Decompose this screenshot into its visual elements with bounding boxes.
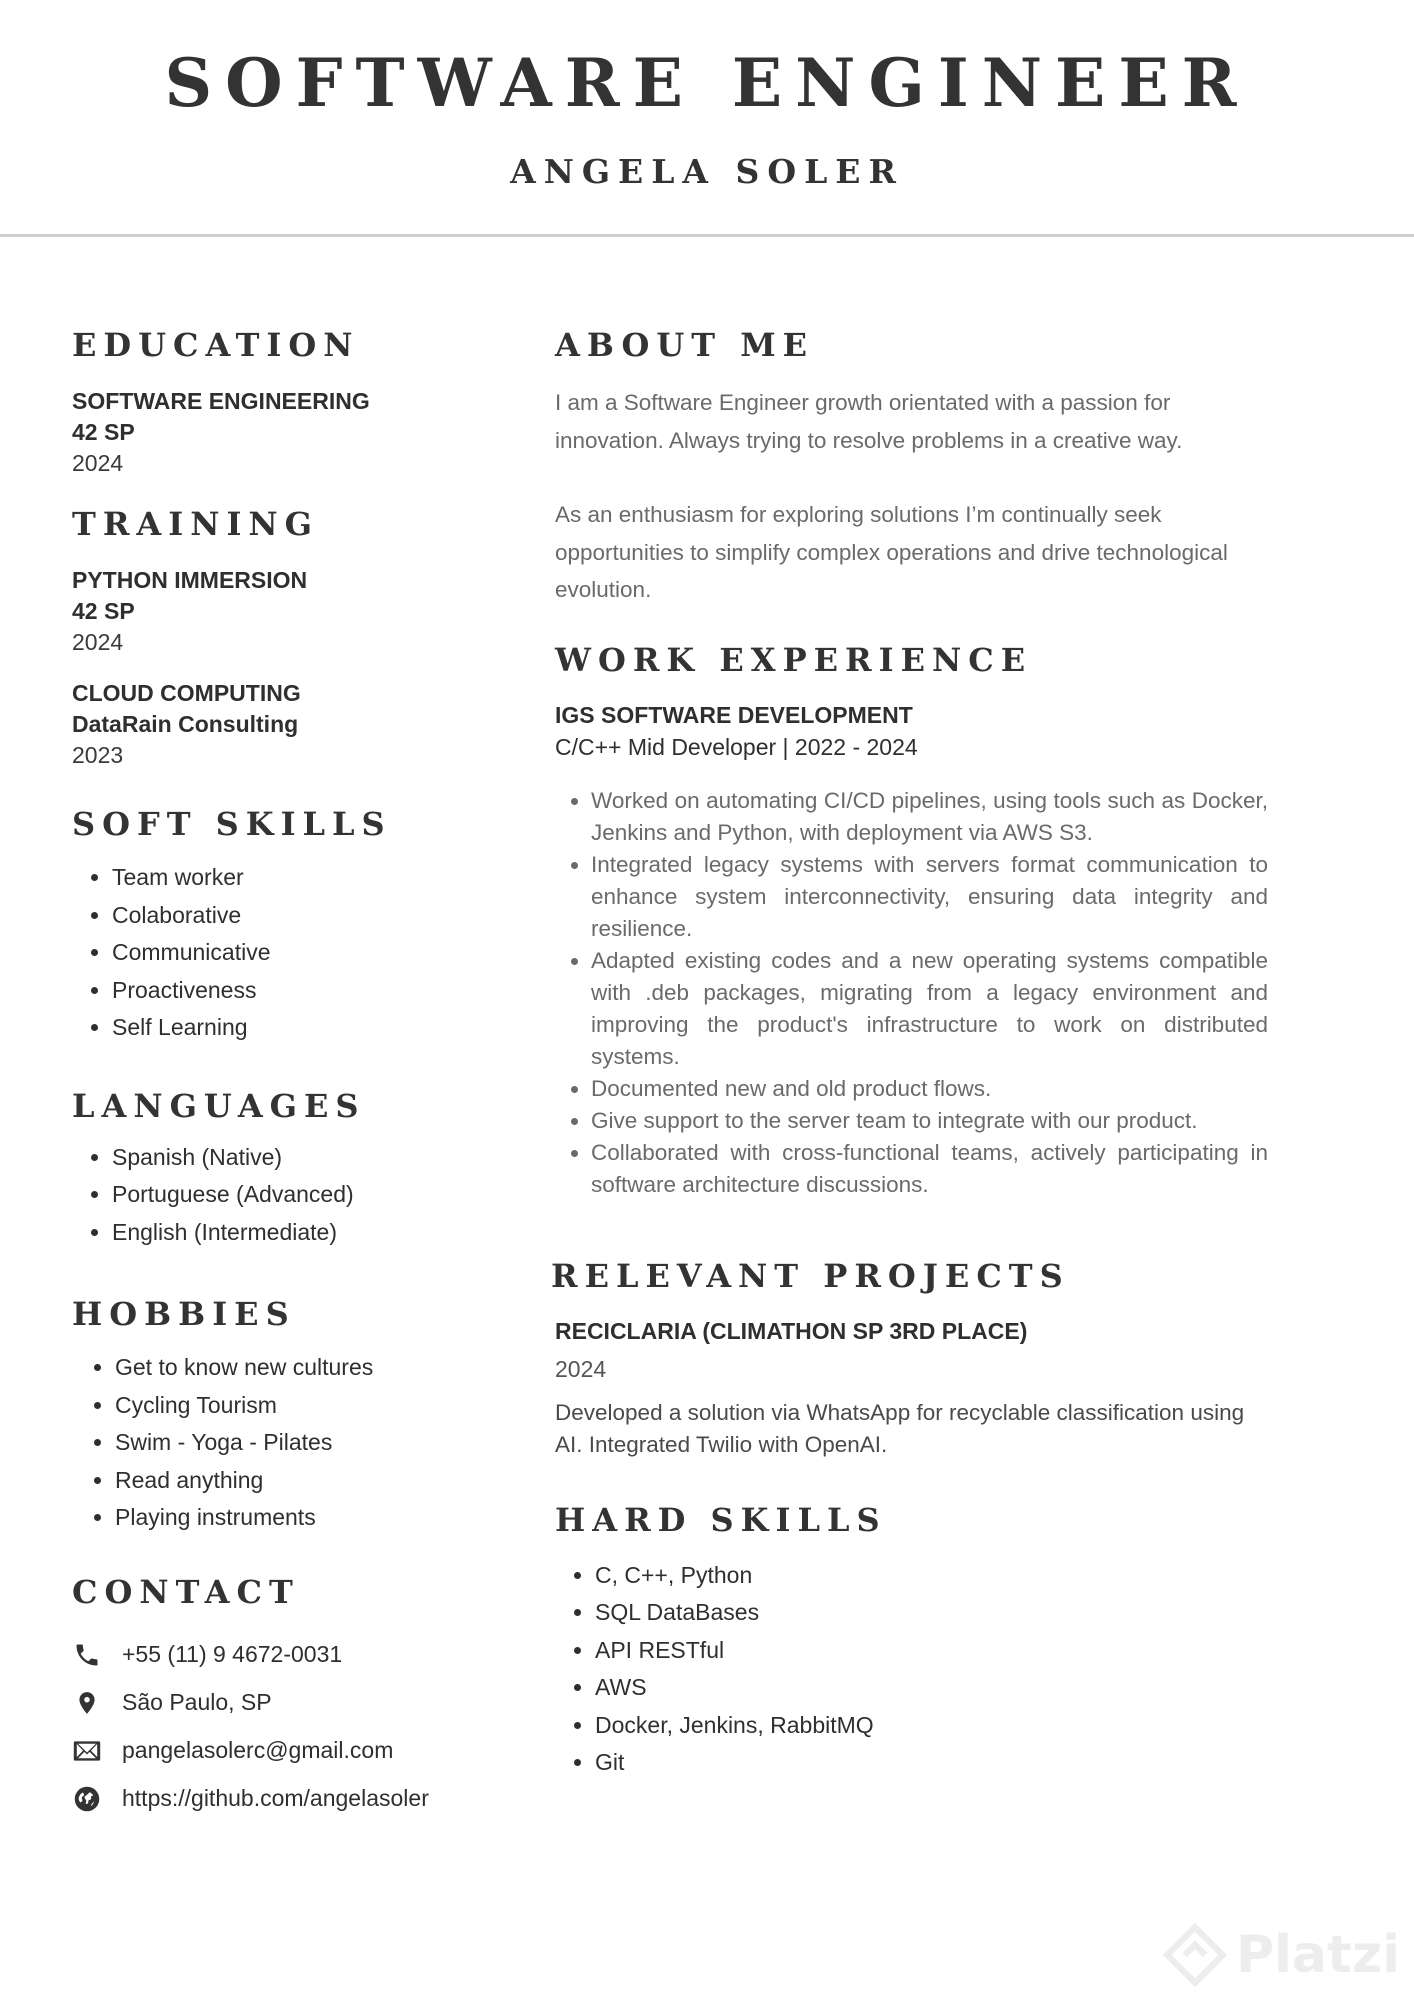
contact-location: São Paulo, SP [122,1689,272,1715]
list-item: • Docker, Jenkins, RabbitMQ [595,1707,1268,1745]
list-item: • Self Learning [112,1009,512,1047]
soft-skills-heading: SOFT SKILLS [72,805,392,843]
mail-icon [72,1736,102,1766]
contact-email[interactable]: pangelasolerc@gmail.com [122,1737,394,1763]
contact-phone: +55 (11) 9 4672-0031 [122,1641,343,1667]
entry-year: 2024 [72,629,124,655]
list-item: • Collaborated with cross-functional teams, actively participating in software architecture discussions. [591,1137,1268,1201]
project-title: RECICLARIA (CLIMATHON SP 3RD PLACE) [555,1317,1028,1344]
entry-year: 2023 [72,742,124,768]
list-item: • Git [595,1744,1268,1782]
contact-github-link[interactable]: https://github.com/angelasoler [122,1785,429,1811]
list-item: • Worked on automating CI/CD pipelines, using tools such as Docker, Jenkins and Python, with deployment via AWS S3. [591,785,1268,849]
soft-skills-section [72,801,512,1047]
contact-heading: CONTACT [72,1572,300,1611]
entry-school: 42 SP [72,598,135,624]
hobbies-list [72,1349,512,1537]
list-item: • C, C++, Python [595,1557,1268,1595]
contact-github-row [72,1775,512,1823]
hard-skills-heading: HARD SKILLS [555,1500,887,1539]
contact-phone-row [72,1631,512,1679]
work-experience-heading: WORK EXPERIENCE [555,640,1033,679]
education-heading: EDUCATION [72,326,360,364]
work-bullets [555,785,1268,1201]
header-divider [0,234,1414,237]
languages-section [72,1083,512,1252]
contact-location-row [72,1679,512,1727]
list-item: • English (Intermediate) [112,1214,512,1252]
resume-header [0,0,1414,236]
hard-skills-list [555,1557,1268,1782]
list-item: • Team worker [112,859,512,897]
contact-section [72,1569,512,1823]
list-item: • Spanish (Native) [112,1139,512,1177]
entry-title: SOFTWARE ENGINEERING [72,388,370,414]
github-globe-icon [72,1784,102,1814]
list-item: • Proactiveness [112,972,512,1010]
list-item: • Adapted existing codes and a new operating systems compatible with .deb packages, migrating from a legacy environment and improving the product's infrastructure to work on distributed systems. [591,945,1268,1073]
contact-email-row [72,1727,512,1775]
list-item: • Portuguese (Advanced) [112,1176,512,1214]
list-item: • Cycling Tourism [115,1387,512,1425]
company-name: IGS SOFTWARE DEVELOPMENT [555,701,913,728]
entry-school: 42 SP [72,419,135,445]
location-pin-icon [72,1688,102,1718]
training-entry [72,678,512,771]
list-item: • API RESTful [595,1632,1268,1670]
list-item: • Swim - Yoga - Pilates [115,1424,512,1462]
list-item: • AWS [595,1669,1268,1707]
training-section [72,501,512,771]
platzi-logo-icon [1160,1920,1230,1990]
soft-skills-list [72,859,512,1047]
about-heading: ABOUT ME [555,326,815,364]
education-entry [72,386,512,479]
about-paragraph: I am a Software Engineer growth orientated with a passion for innovation. Always trying to resolve problems in a creative way. [555,390,1183,453]
entry-school: DataRain Consulting [72,711,299,737]
left-column [72,322,512,1823]
projects-heading: RELEVANT PROJECTS [551,1256,1070,1295]
right-column [551,322,1268,1782]
phone-icon [72,1640,102,1670]
languages-heading: LANGUAGES [72,1086,366,1125]
training-entry [72,565,512,658]
list-item: • Give support to the server team to integrate with our product. [591,1105,1268,1137]
list-item: • Integrated legacy systems with servers format communication to enhance system interconnectivity, ensuring data integrity and resilience. [591,849,1268,945]
list-item: • Communicative [112,934,512,972]
watermark-text: Platzi [1236,1925,1400,1985]
job-title-heading: SOFTWARE ENGINEER [164,44,1250,122]
training-heading: TRAINING [72,505,319,543]
hobbies-heading: HOBBIES [72,1295,296,1333]
job-role: C/C++ Mid Developer | 2022 - 2024 [555,733,918,760]
project-year: 2024 [555,1355,607,1382]
candidate-name: ANGELA SOLER [510,152,904,191]
list-item: • Colaborative [112,897,512,935]
entry-year: 2024 [72,450,124,476]
about-paragraph: As an enthusiasm for exploring solutions I’m continually seek opportunities to simplify complex operations and drive technological evolution. [555,502,1228,602]
about-section [555,322,1268,609]
list-item: • Documented new and old product flows. [591,1073,1268,1105]
hard-skills-section [555,1497,1268,1782]
list-item: • Get to know new cultures [115,1349,512,1387]
list-item: • Playing instruments [115,1499,512,1537]
work-experience-section [555,637,1268,1201]
project-description: Developed a solution via WhatsApp for recyclable classification using AI. Integrated Twilio with OpenAI. [555,1399,1245,1457]
hobbies-section [72,1291,512,1537]
projects-section [551,1253,1268,1461]
education-section [72,322,512,479]
platzi-watermark [1160,1910,1410,2000]
languages-list [72,1139,512,1252]
entry-title: CLOUD COMPUTING [72,680,301,706]
entry-title: PYTHON IMMERSION [72,567,308,593]
list-item: • SQL DataBases [595,1594,1268,1632]
list-item: • Read anything [115,1462,512,1500]
